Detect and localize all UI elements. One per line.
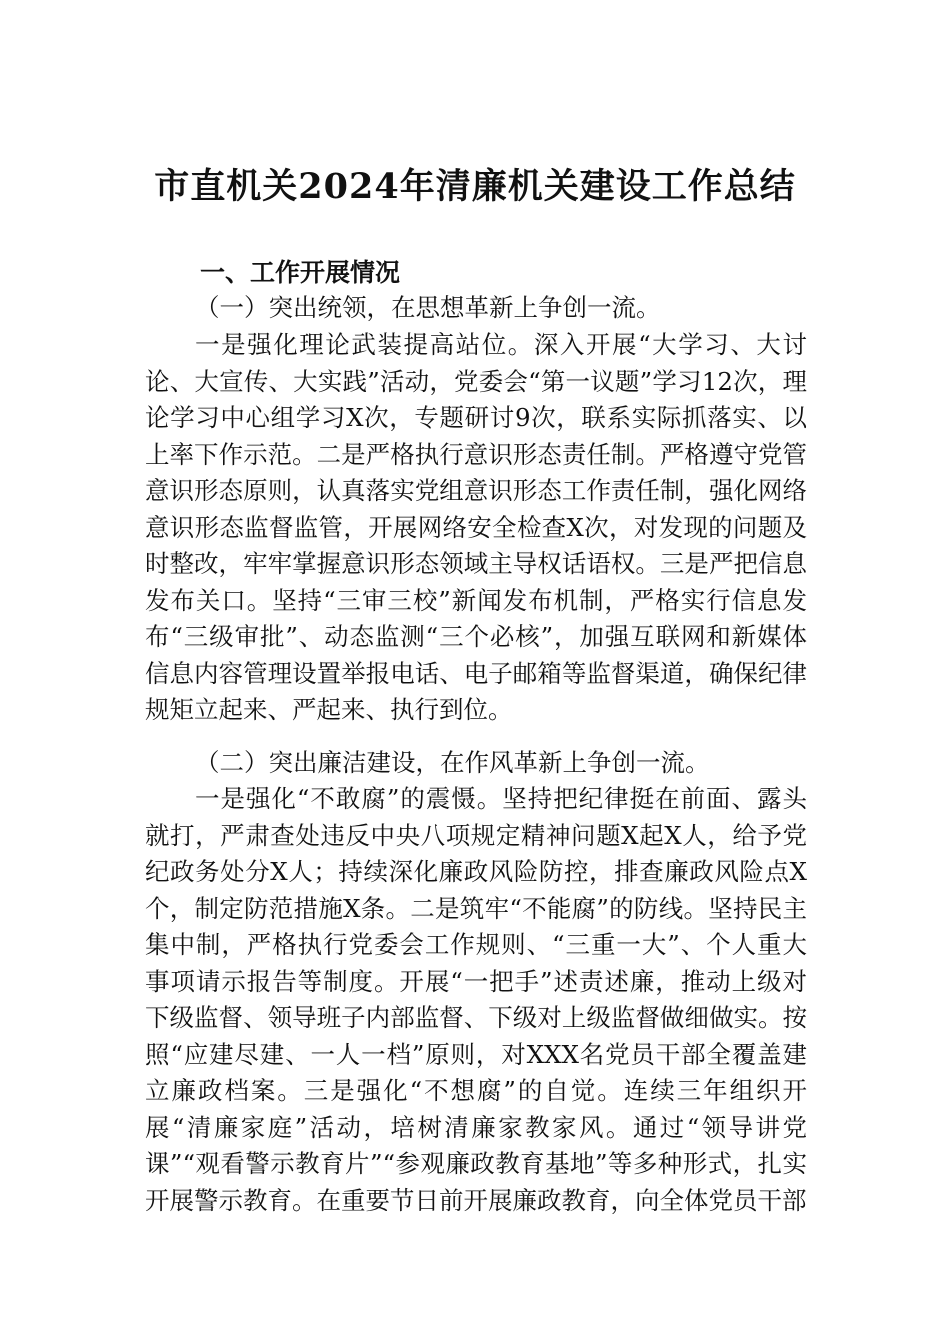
document-title: 市直机关2024年清廉机关建设工作总结	[154, 166, 796, 207]
subsection-heading-1: （一）突出统领，在思想革新上争创一流。	[195, 293, 661, 322]
subsection-body-1: 一是强化理论武装提高站位。深入开展“大学习、大讨论、大宣传、大实践”活动，党委会“第一议题”学习12次，理论学习中心组学习X次，专题研讨9次，联系实际抓落实、以上率下作示范。二是严格执行意识形态责任制。严格遵守党管意识形态原则，认真落实党组意识形态工作责任制，强化网络意识形态监督监管，开展网络安全检查X次，对发现的问题及时整改，牢牢掌握意识形态领域主导权话语权。三是严把信息发布关口。坚持“三审三校”新闻发布机制，严格实行信息发布“三级审批”、动态监测“三个必核”，加强互联网和新媒体信息内容管理设置举报电话、电子邮箱等监督渠道，确保纪律规矩立起来、严起来、执行到位。	[145, 330, 807, 724]
section-heading: 一、工作开展情况	[200, 258, 401, 287]
subsection-body-2: 一是强化“不敢腐”的震慑。坚持把纪律挺在前面、露头就打，严肃查处违反中央八项规定精神问题X起X人，给予党纪政务处分X人；持续深化廉政风险防控，排查廉政风险点X个，制定防范措施X条。二是筑牢“不能腐”的防线。坚持民主集中制，严格执行党委会工作规则、“三重一大”、个人重大事项请示报告等制度。开展“一把手”述责述廉，推动上级对下级监督、领导班子内部监督、下级对上级监督做细做实。按照“应建尽建、一人一档”原则，对XXX名党员干部全覆盖建立廉政档案。三是强化“不想腐”的自觉。连续三年组织开展“清廉家庭”活动，培树清廉家教家风。通过“领导讲党课”“观看警示教育片”“参观廉政教育基地”等多种形式，扎实开展警示教育。在重要节日前开展廉政教育，向全体党员干部	[145, 784, 807, 1215]
subsection-heading-2: （二）突出廉洁建设，在作风革新上争创一流。	[195, 748, 710, 777]
